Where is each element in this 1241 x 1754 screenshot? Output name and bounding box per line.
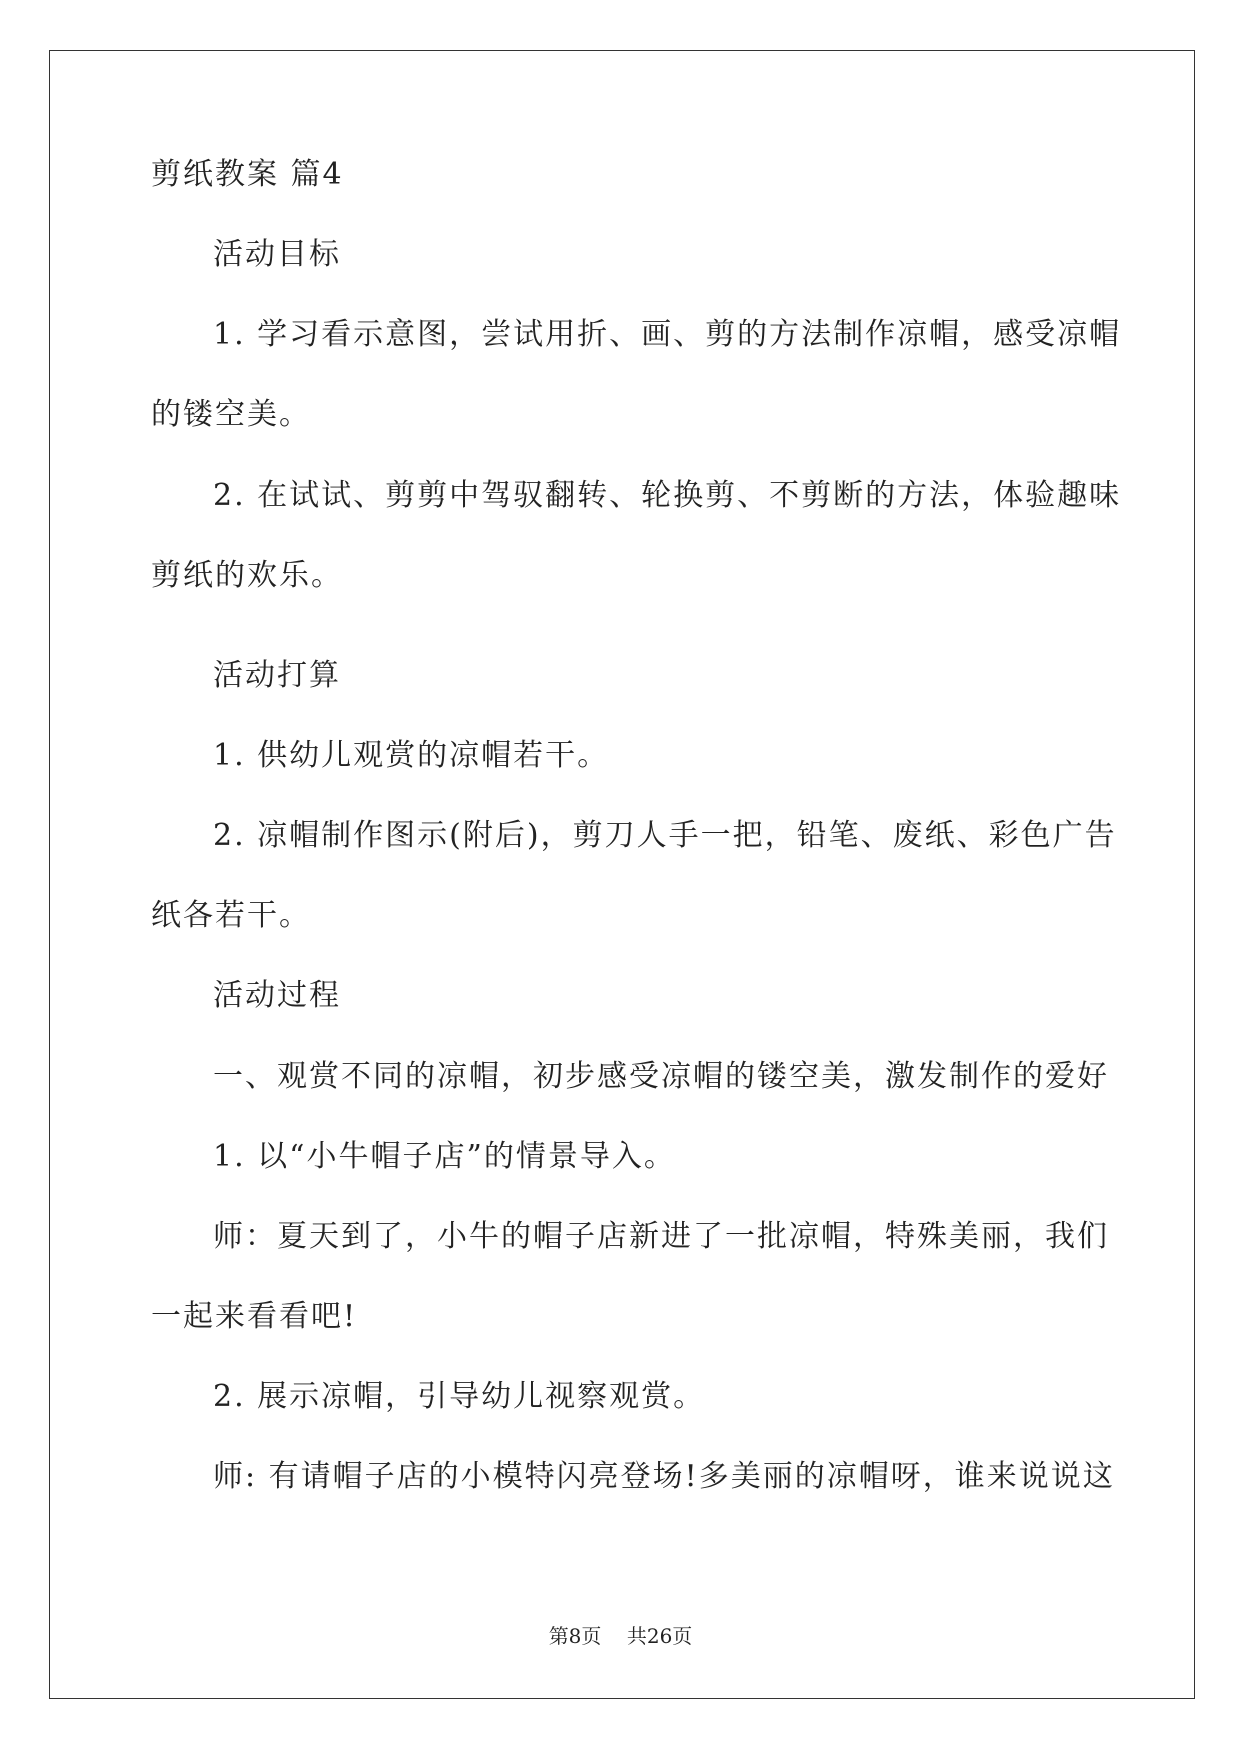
paragraph-line: 剪纸的欢乐。: [151, 558, 343, 593]
page-footer: [0, 1622, 1241, 1650]
paragraph-line: 师：夏天到了，小牛的帽子店新进了一批凉帽，特殊美丽，我们: [213, 1219, 1109, 1254]
page-border: [49, 50, 1195, 1699]
page-number: 第8页: [548, 1624, 602, 1648]
paragraph-line: 2. 凉帽制作图示(附后)，剪刀人手一把，铅笔、废纸、彩色广告: [213, 818, 1117, 853]
paragraph-line: 一、观赏不同的凉帽，初步感受凉帽的镂空美，激发制作的爱好: [213, 1059, 1109, 1094]
paragraph-line: 师: 有请帽子店的小模特闪亮登场!多美丽的凉帽呀，谁来说说这: [213, 1459, 1115, 1494]
page-total: 共26页: [626, 1624, 693, 1648]
paragraph-line: 1. 学习看示意图，尝试用折、画、剪的方法制作凉帽，感受凉帽: [213, 317, 1122, 352]
paragraph-line: 1. 以“小牛帽子店”的情景导入。: [213, 1139, 676, 1174]
paragraph-line: 纸各若干。: [151, 898, 311, 933]
document-heading: 剪纸教案 篇4: [151, 157, 344, 192]
paragraph-line: 2. 在试试、剪剪中驾驭翻转、轮换剪、不剪断的方法，体验趣味: [213, 478, 1122, 513]
paragraph-line: 1. 供幼儿观赏的凉帽若干。: [213, 738, 610, 773]
section-heading-goals: 活动目标: [213, 237, 341, 272]
section-heading-preparation: 活动打算: [213, 658, 341, 693]
section-heading-process: 活动过程: [213, 978, 341, 1013]
paragraph-line: 的镂空美。: [151, 397, 311, 432]
paragraph-line: 2. 展示凉帽，引导幼儿视察观赏。: [213, 1379, 706, 1414]
paragraph-line: 一起来看看吧!: [151, 1299, 358, 1334]
